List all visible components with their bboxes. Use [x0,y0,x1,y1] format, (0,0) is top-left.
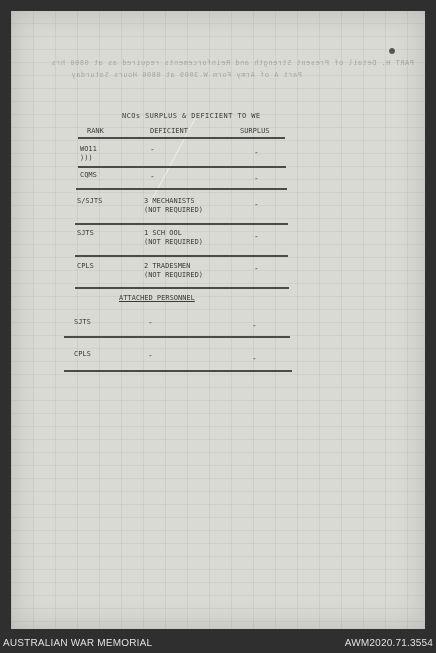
attached-row-rule [64,336,290,338]
faint-header-line-2: Part A of Army Form W.3009 at 0800 Hours Saturday [71,71,303,79]
col-header-deficient: DEFICIENT [150,127,188,135]
row-rule [76,188,287,190]
footer-accession-number: AWM2020.71.3554 [344,638,433,649]
row-surplus: - [254,232,259,241]
row-rule [75,223,288,225]
row-rank: S/SJTS [77,197,103,205]
col-header-rank: RANK [87,127,104,135]
row-rank: WO11 ))) [80,145,97,162]
row-rank: CPLS [77,262,94,270]
row-rank: CQMS [80,171,97,179]
row-deficient: 2 TRADESMEN (NOT REQUIRED) [144,262,204,279]
table-title: NCOs SURPLUS & DEFICIENT TO WE [122,112,261,120]
attached-row-deficient: - [148,351,153,360]
row-deficient: 1 SCH OOL (NOT REQUIRED) [144,229,204,246]
row-surplus: - [254,264,259,273]
row-surplus: - [254,200,259,209]
attached-row-surplus: - [252,321,257,330]
attached-row-deficient: - [148,318,153,327]
row-rule [78,166,286,168]
attached-personnel-heading: ATTACHED PERSONNEL [119,294,195,302]
attached-row-rank: SJTS [74,318,91,326]
header-rule [78,137,285,139]
ink-dot [389,48,395,54]
faint-header-line-1: PART H. Detail of Present Strength and Reinforcements required as at 0800 hrs [51,59,415,67]
row-deficient: 3 MECHANISTS (NOT REQUIRED) [144,197,204,214]
row-surplus: - [254,148,259,157]
row-surplus: - [254,174,259,183]
row-rank: SJTS [77,229,94,237]
row-deficient: - [150,172,155,181]
col-header-surplus: SURPLUS [240,127,270,135]
footer-institution: AUSTRALIAN WAR MEMORIAL [3,638,153,649]
attached-row-surplus: - [252,354,257,363]
row-rule [75,255,288,257]
attached-row-rule [64,370,292,372]
row-rule [75,287,289,289]
row-deficient: - [150,145,155,154]
attached-row-rank: CPLS [74,350,91,358]
